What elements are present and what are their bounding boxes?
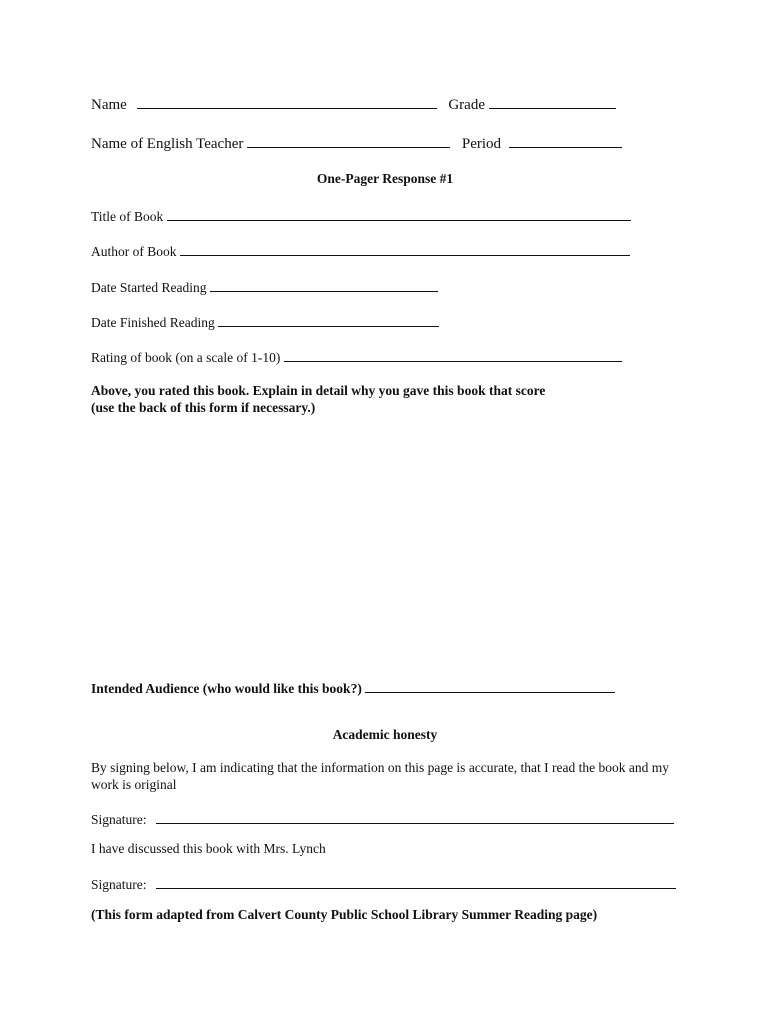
name-field[interactable] (137, 95, 437, 109)
name-label: Name (91, 97, 127, 113)
rating-row (91, 348, 622, 365)
audience-label: Intended Audience (who would like this book?) (91, 681, 362, 696)
author-of-book-label: Author of Book (91, 244, 177, 259)
audience-field[interactable] (365, 679, 615, 693)
signature-field-2[interactable] (156, 875, 676, 889)
teacher-field[interactable] (247, 134, 450, 148)
signature-field-1[interactable] (156, 810, 674, 824)
honesty-statement: By signing below, I am indicating that the information on this page is accurate, that I read the book and my work is original (91, 760, 669, 792)
period-label: Period (461, 136, 502, 152)
date-finished-row (91, 313, 439, 330)
teacher-period-row (91, 134, 622, 152)
audience-row (91, 679, 615, 696)
title-of-book-label: Title of Book (91, 209, 164, 224)
rating-label: Rating of book (on a scale of 1-10) (91, 350, 281, 365)
title-of-book-field[interactable] (167, 207, 631, 221)
signature-label-2: Signature: (91, 877, 147, 892)
grade-field[interactable] (489, 95, 616, 109)
discussed-statement: I have discussed this book with Mrs. Lynch (91, 841, 326, 856)
period-field[interactable] (509, 134, 622, 148)
teacher-label: Name of English Teacher (91, 136, 244, 152)
form-title: One-Pager Response #1 (316, 171, 454, 186)
explanation-area[interactable] (91, 422, 671, 672)
signature-row-1 (91, 810, 674, 827)
date-started-label: Date Started Reading (91, 280, 207, 295)
grade-label: Grade (448, 97, 485, 113)
explain-prompt-line-1: Above, you rated this book. Explain in detail why you gave this book that score (91, 383, 546, 398)
date-started-field[interactable] (210, 278, 438, 292)
author-row (91, 242, 630, 259)
date-started-row (91, 278, 438, 295)
explain-prompt-line-2: (use the back of this form if necessary.) (91, 400, 316, 415)
signature-label-1: Signature: (91, 812, 147, 827)
title-row (91, 207, 631, 224)
date-finished-field[interactable] (218, 313, 439, 327)
signature-row-2 (91, 875, 676, 892)
footer-note: (This form adapted from Calvert County Public School Library Summer Reading page) (91, 907, 598, 922)
academic-honesty-heading: Academic honesty (332, 727, 438, 742)
rating-field[interactable] (284, 348, 622, 362)
date-finished-label: Date Finished Reading (91, 315, 215, 330)
name-grade-row (91, 95, 616, 113)
author-of-book-field[interactable] (180, 242, 630, 256)
